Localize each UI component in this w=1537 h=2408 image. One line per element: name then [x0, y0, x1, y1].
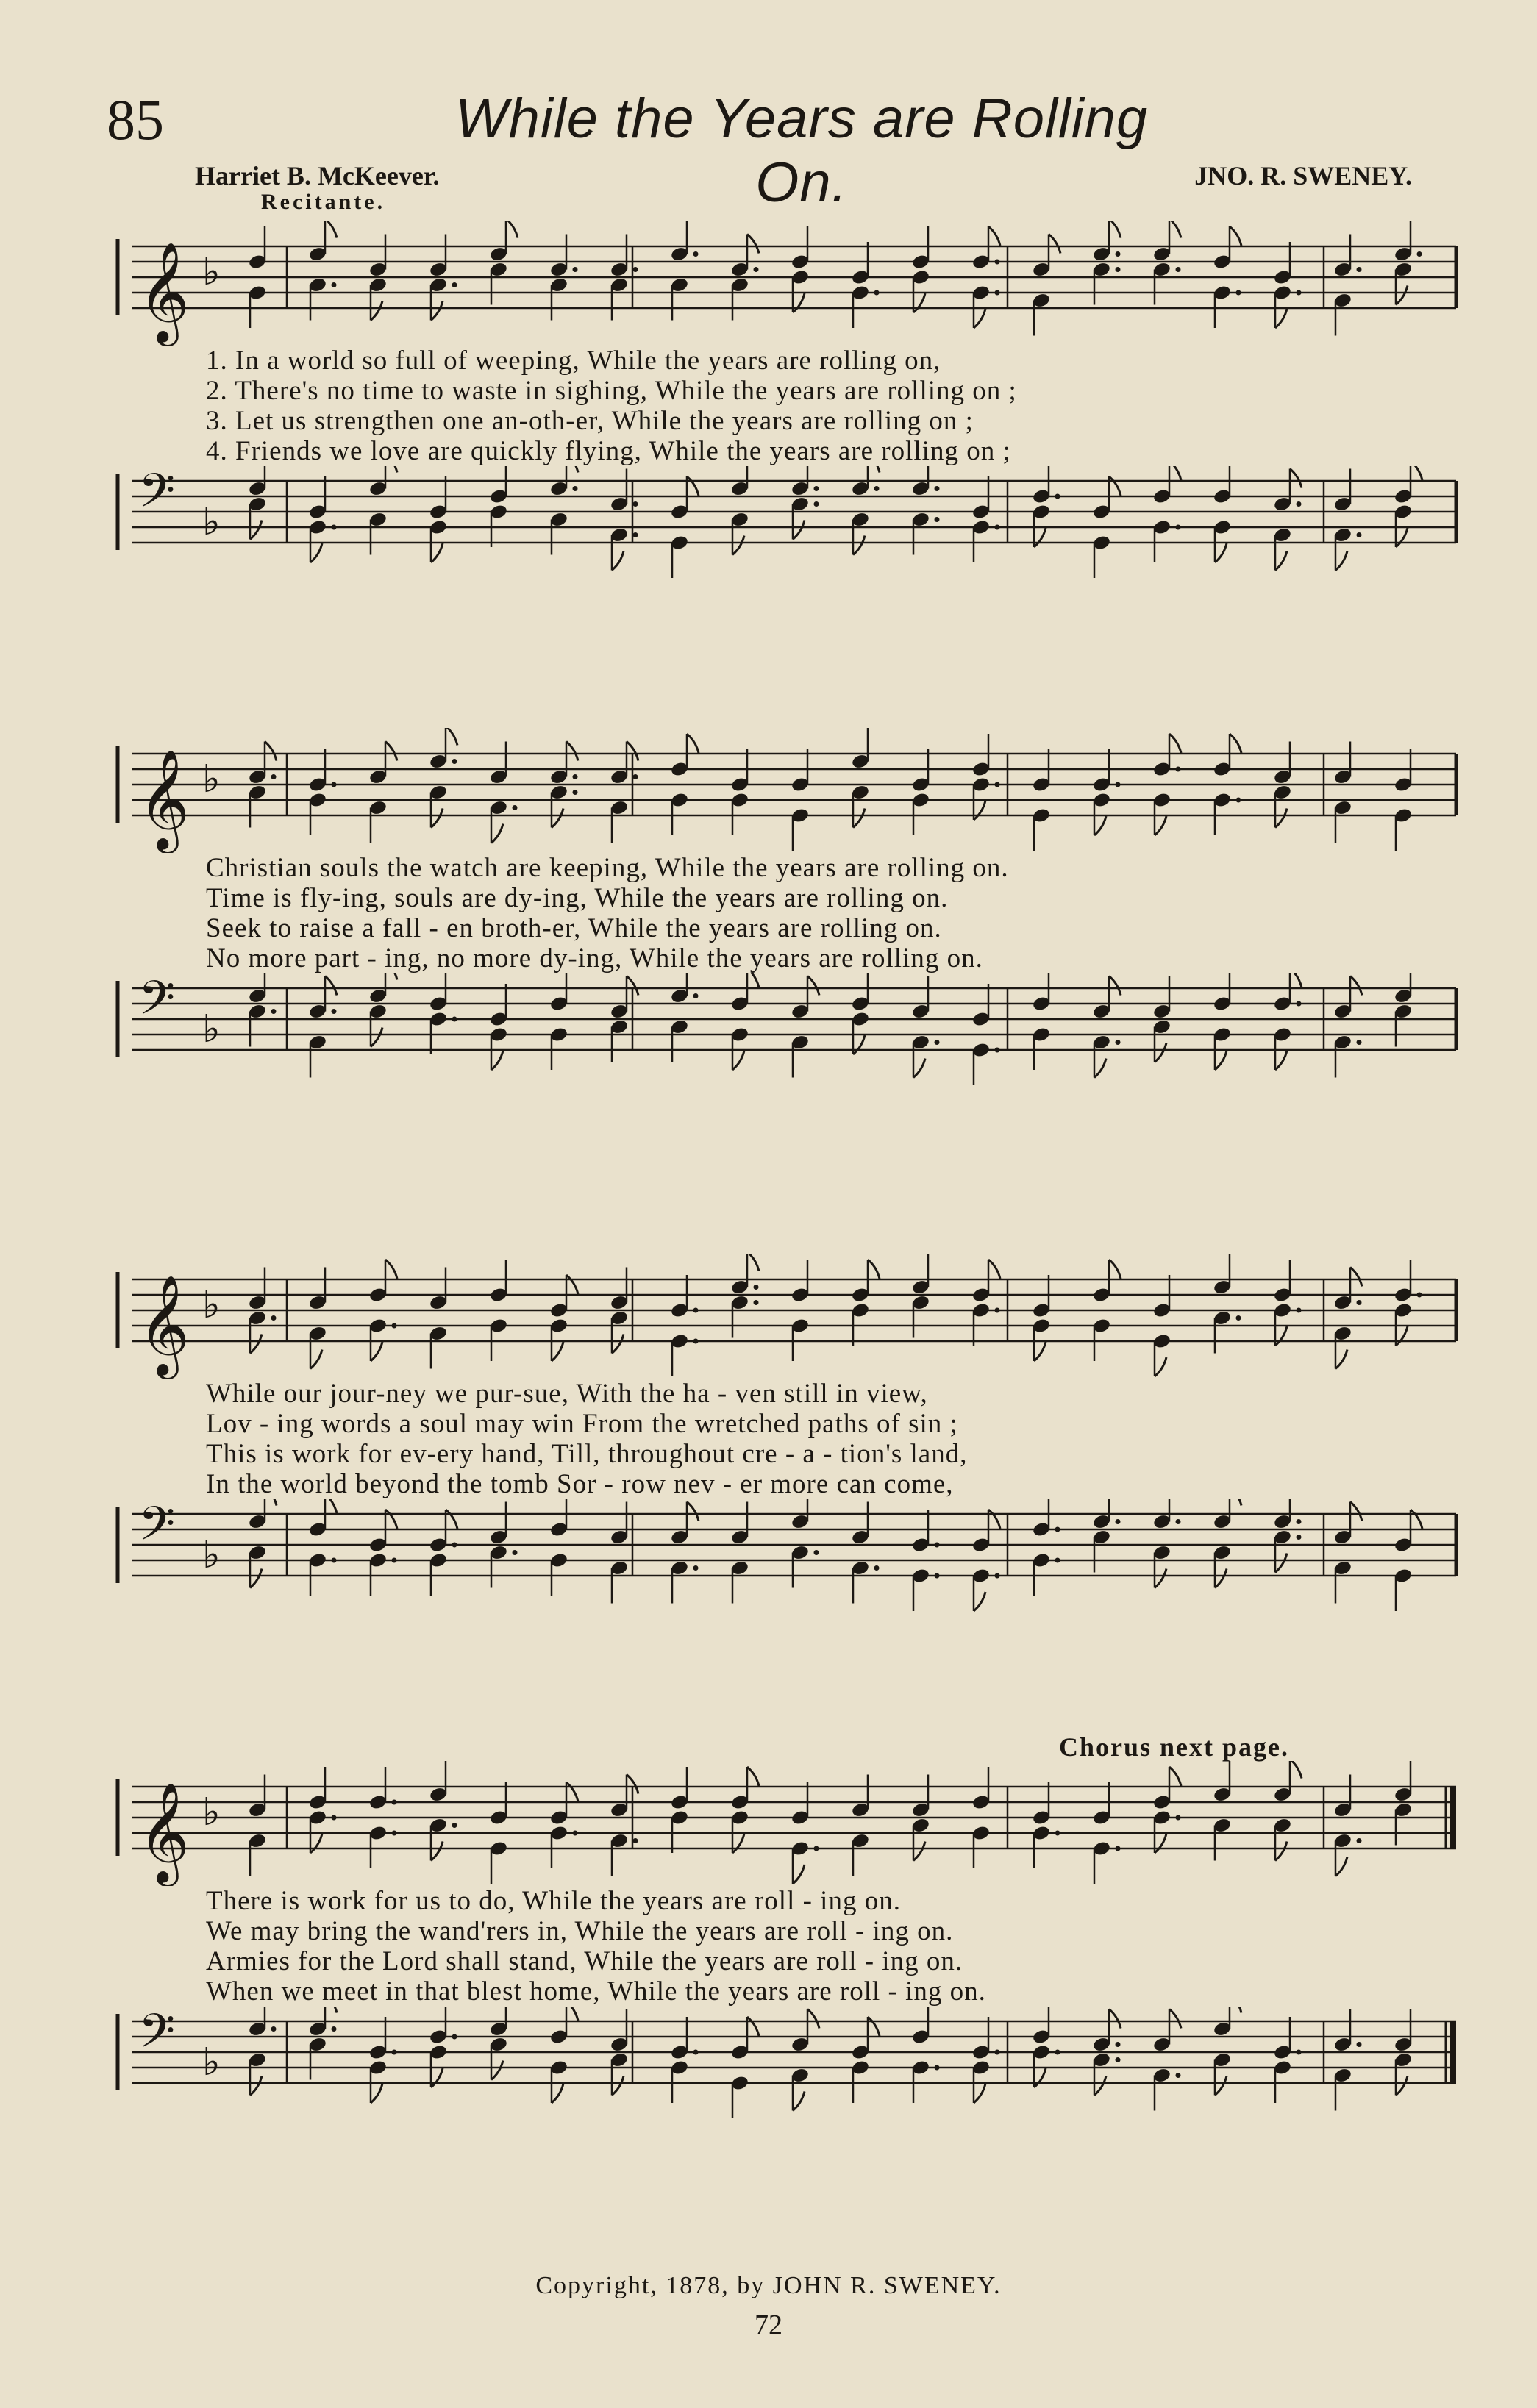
lyric-line: When we meet in that blest home, While the years are roll - ing on. [206, 1976, 986, 2007]
svg-text:𝄞: 𝄞 [138, 1273, 190, 1375]
page-number: 72 [755, 2309, 782, 2340]
svg-text:♭: ♭ [202, 1790, 221, 1834]
treble-staff-notation [103, 1761, 1463, 1886]
svg-text:♭: ♭ [202, 500, 221, 544]
svg-text:𝄢: 𝄢 [138, 973, 176, 1037]
chorus-note: Chorus next page. [1059, 1732, 1290, 1762]
bass-staff-notation [103, 973, 1463, 1121]
lyric-line: 4. Friends we love are quickly flying, While the years are rolling on ; [206, 436, 1011, 466]
treble-staff [103, 728, 1463, 853]
lyric-line: This is work for ev-ery hand, Till, throughout cre - a - tion's land, [206, 1439, 968, 1469]
copyright-notice: Copyright, 1878, by JOHN R. SWENEY. [535, 2272, 1002, 2299]
svg-text:♭: ♭ [202, 250, 221, 294]
svg-text:♭: ♭ [202, 757, 221, 801]
lyric-line: While our jour-ney we pur-sue, With the ha - ven still in view, [206, 1379, 928, 1409]
hymn-title: While the Years are Rolling On. [454, 87, 1149, 214]
music-system-3 [103, 1254, 1463, 1646]
treble-staff [103, 221, 1463, 346]
svg-text:𝄢: 𝄢 [138, 466, 176, 530]
bass-staff [103, 2007, 1463, 2154]
composer-credit: JNO. R. SWENEY. [1194, 161, 1412, 190]
lyrics-block [103, 853, 1463, 973]
lyrics-block [103, 346, 1463, 466]
bass-staff [103, 466, 1463, 613]
treble-staff-notation [103, 1254, 1463, 1379]
bass-staff-notation [103, 466, 1463, 613]
lyric-line: 2. There's no time to waste in sighing, While the years are rolling on ; [206, 376, 1017, 406]
lyric-line: No more part - ing, no more dy-ing, While the years are rolling on. [206, 943, 983, 973]
treble-staff [103, 1761, 1463, 1886]
lyric-line: In the world beyond the tomb Sor - row nev - er more can come, [206, 1469, 954, 1499]
lyric-line: Lov - ing words a soul may win From the wretched paths of sin ; [206, 1409, 958, 1439]
svg-text:♭: ♭ [202, 2040, 221, 2084]
lyric-line: 1. In a world so full of weeping, While the years are rolling on, [206, 346, 941, 376]
lyric-line: We may bring the wand'rers in, While the years are roll - ing on. [206, 1916, 954, 1946]
lyric-line: There is work for us to do, While the years are roll - ing on. [206, 1886, 901, 1916]
bass-staff [103, 973, 1463, 1121]
bass-staff-notation [103, 2007, 1463, 2154]
lyric-line: Christian souls the watch are keeping, While the years are rolling on. [206, 853, 1009, 883]
svg-text:𝄞: 𝄞 [138, 1781, 190, 1882]
music-system-4 [103, 1761, 1463, 2154]
svg-text:𝄢: 𝄢 [138, 1499, 176, 1563]
hymn-number: 85 [107, 87, 164, 151]
lyrics-block [103, 1886, 1463, 2007]
svg-text:𝄞: 𝄞 [138, 748, 190, 849]
treble-staff-notation [103, 221, 1463, 346]
lyric-line: Time is fly-ing, souls are dy-ing, While the years are rolling on. [206, 883, 949, 913]
music-system-1 [103, 221, 1463, 613]
treble-staff [103, 1254, 1463, 1379]
svg-text:♭: ♭ [202, 1283, 221, 1327]
author-credit: Harriet B. McKeever. [195, 161, 440, 190]
svg-text:♭: ♭ [202, 1533, 221, 1577]
svg-text:𝄞: 𝄞 [138, 240, 190, 342]
svg-text:𝄢: 𝄢 [138, 2007, 176, 2071]
lyric-line: Armies for the Lord shall stand, While the years are roll - ing on. [206, 1946, 963, 1976]
bass-staff [103, 1499, 1463, 1646]
bass-staff-notation [103, 1499, 1463, 1646]
tempo-marking: Recitante. [261, 190, 386, 214]
treble-staff-notation [103, 728, 1463, 853]
lyric-line: 3. Let us strengthen one an-oth-er, While the years are rolling on ; [206, 406, 974, 436]
lyrics-block [103, 1379, 1463, 1499]
music-system-2 [103, 728, 1463, 1121]
lyric-line: Seek to raise a fall - en broth-er, While the years are rolling on. [206, 913, 942, 943]
svg-text:♭: ♭ [202, 1007, 221, 1051]
